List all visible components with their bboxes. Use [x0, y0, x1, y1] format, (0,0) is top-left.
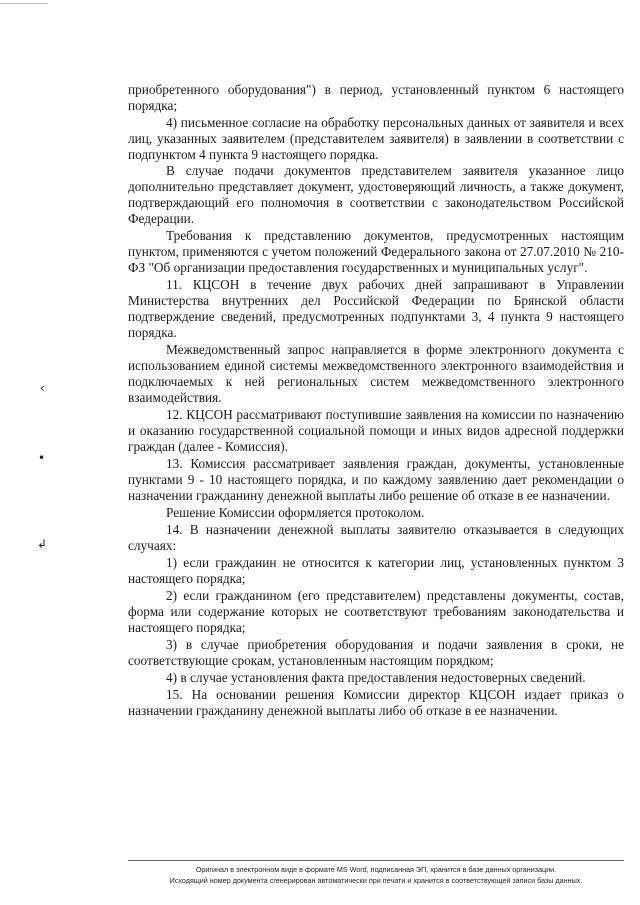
paragraph: Требования к представлению документов, предусмотренных настоящим пунктом, применяются с учетом положений Федерального закона от 27.07.2010 № 210-ФЗ "Об организации предоставления государственных и муниципальных услуг". [128, 228, 624, 275]
paragraph: 4) в случае установления факта предоставления недостоверных сведений. [166, 670, 586, 685]
footer-divider [128, 860, 624, 861]
margin-mark: ↲ [37, 537, 48, 551]
paragraph: 12. КЦСОН рассматривают поступившие заявления на комиссии по назначению и оказанию государственной социальной помощи и иных видов адресной поддержки граждан (далее - Комиссия). [128, 407, 624, 454]
document-body [128, 82, 624, 719]
paragraph: В случае подачи документов представителем заявителя указанное лицо дополнительно представляет документ, удостоверяющий личность, а также документ, подтверждающий его полномочия в соответствии с законодательством Российской Федерации. [128, 163, 624, 226]
paragraph: 1) если гражданин не относится к категории лиц, установленных пунктом 3 настоящего порядка; [128, 555, 624, 586]
paragraph: 3) в случае приобретения оборудования и подачи заявления в сроки, не соответствующие срокам, установленным настоящим порядком; [128, 637, 624, 668]
margin-mark: ‹ [40, 381, 45, 395]
paragraph: 2) если гражданином (его представителем) представлены документы, состав, форма или содержание которых не соответствуют требованиям законодательства и настоящего порядка; [128, 588, 624, 635]
paragraph: Решение Комиссии оформляется протоколом. [166, 505, 425, 520]
footer-line: Оригинал в электронном виде в формате MS Word, подписанная ЭП, хранится в базе данных организации. [195, 865, 557, 874]
paragraph: 11. КЦСОН в течение двух рабочих дней запрашивают в Управлении Министерства внутренних дел Российской Федерации по Брянской области подтверждение сведений, предусмотренных подпунктами 3, 4 пункта 9 настоящего порядка. [128, 277, 624, 340]
margin-mark: • [38, 451, 46, 465]
paragraph: 15. На основании решения Комиссии директор КЦСОН издает приказ о назначении гражданину денежной выплаты либо об отказе в ее назначении. [128, 687, 624, 718]
paragraph: 13. Комиссия рассматривает заявления граждан, документы, установленные пунктами 9 - 10 настоящего порядка, и по каждому заявлению дает рекомендации о назначении гражданину денежной выплаты либо решение об отказе в ее назначении. [128, 456, 624, 503]
top-edge-line [0, 3, 48, 4]
paragraph: 4) письменное согласие на обработку персональных данных от заявителя и всех лиц, указанных заявителем (представителем заявителя) в заявлении в соответствии с подпунктом 4 пункта 9 настоящего порядка. [128, 115, 624, 162]
document-footer [128, 860, 624, 886]
paragraph: 14. В назначении денежной выплаты заявителю отказывается в следующих случаях: [128, 522, 624, 553]
paragraph: Межведомственный запрос направляется в форме электронного документа с использованием единой системы межведомственного электронного взаимодействия и подключаемых к ней региональных систем межведомственного электронного взаимодействия. [128, 342, 624, 405]
paragraph: приобретенного оборудования") в период, установленный пунктом 6 настоящего порядка; [128, 82, 624, 113]
footer-line: Исходящий номер документа сгенерирован автоматически при печати и хранится в соответствующей записи базы данных. [169, 876, 583, 885]
